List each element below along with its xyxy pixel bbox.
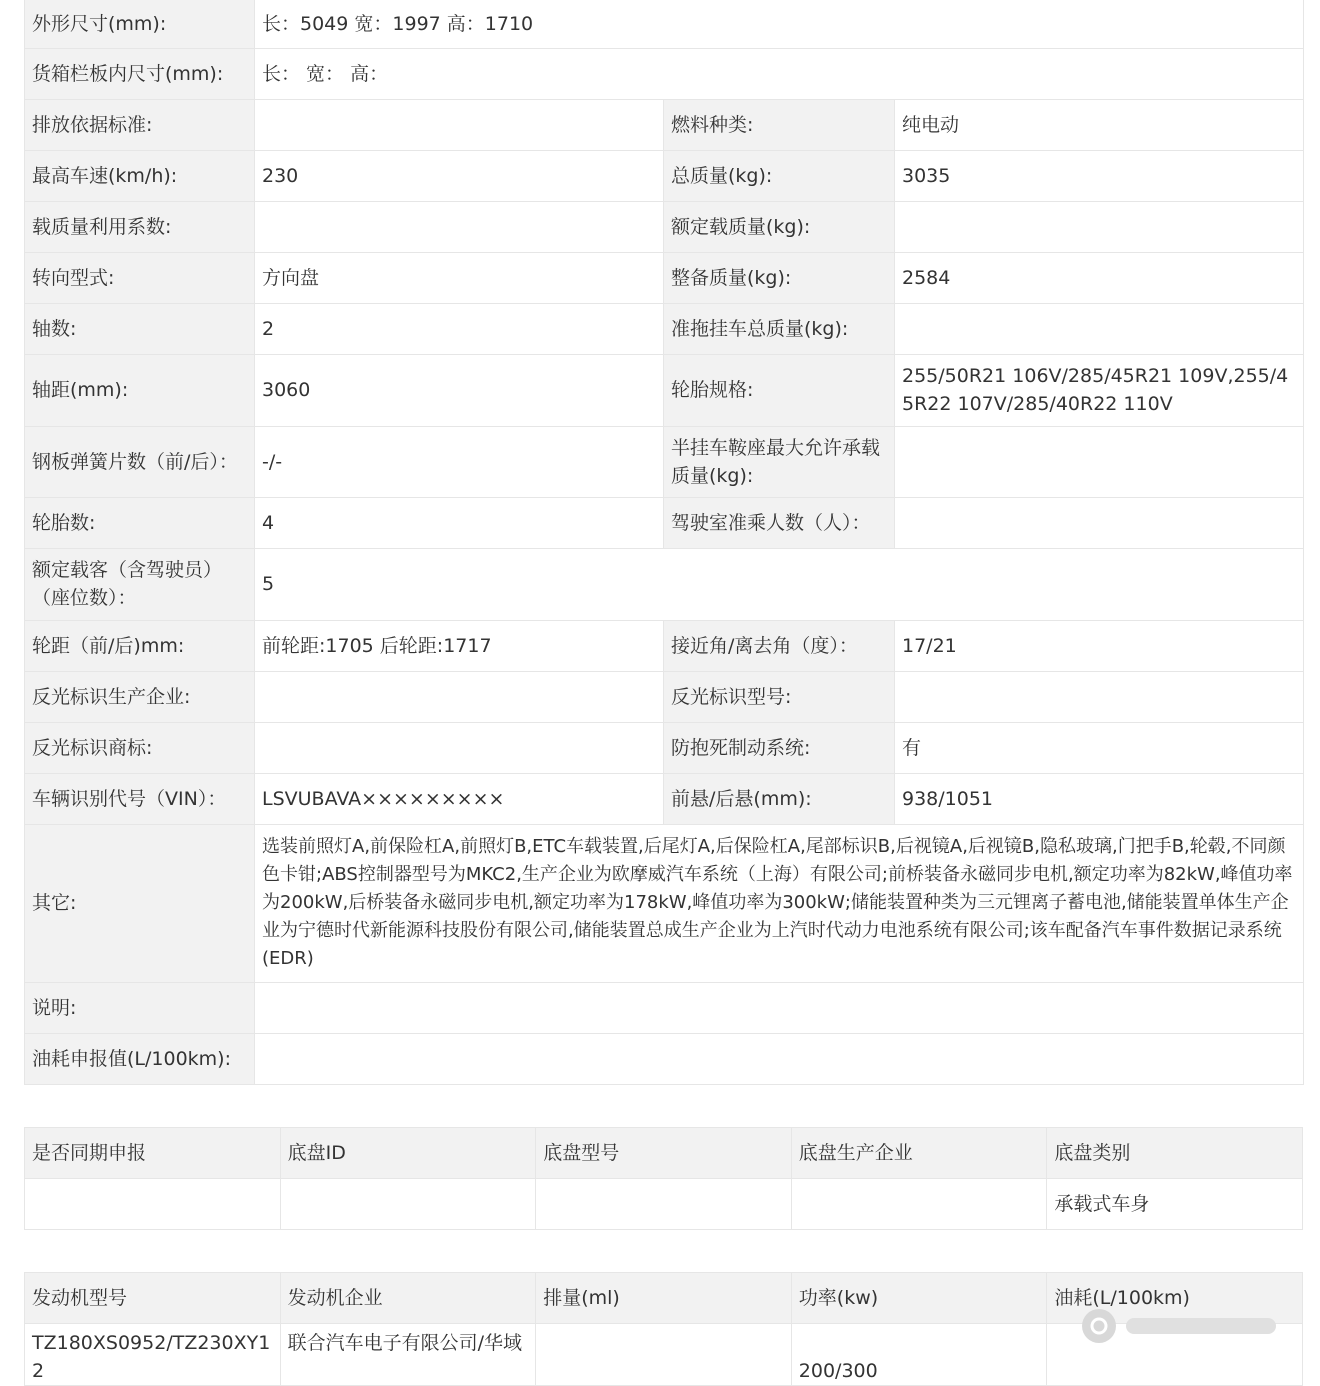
total-mass-label: 总质量(kg): xyxy=(664,150,895,201)
table-row xyxy=(25,252,1304,303)
track-value: 前轮距:1705 后轮距:1717 xyxy=(255,620,664,671)
total-mass-value: 3035 xyxy=(895,150,1304,201)
load-util-value xyxy=(255,201,664,252)
reflector-maker-value xyxy=(255,671,664,722)
emission-label: 排放依据标准: xyxy=(25,99,255,150)
chassis-model-value xyxy=(536,1179,792,1230)
rated-load-value xyxy=(895,201,1304,252)
table-row xyxy=(25,497,1304,548)
chassis-header-maker: 底盘生产企业 xyxy=(791,1128,1047,1179)
note-value xyxy=(255,982,1304,1033)
chassis-type-value: 承载式车身 xyxy=(1047,1179,1303,1230)
table-row xyxy=(25,824,1304,982)
engine-header-maker: 发动机企业 xyxy=(280,1273,536,1324)
abs-value: 有 xyxy=(895,722,1304,773)
engine-header-displacement: 排量(ml) xyxy=(536,1273,792,1324)
wheelbase-label: 轴距(mm): xyxy=(25,354,255,426)
table-row xyxy=(25,548,1304,620)
fuel-consumption-value xyxy=(255,1033,1304,1084)
semi-trailer-label: 半挂车鞍座最大允许承载质量(kg): xyxy=(664,426,895,497)
table-row xyxy=(25,982,1304,1033)
overhang-label: 前悬/后悬(mm): xyxy=(664,773,895,824)
leaf-spring-value: -/- xyxy=(255,426,664,497)
abs-label: 防抱死制动系统: xyxy=(664,722,895,773)
steering-value: 方向盘 xyxy=(255,252,664,303)
other-label: 其它: xyxy=(25,824,255,982)
passengers-value: 5 xyxy=(255,548,1304,620)
reflector-brand-label: 反光标识商标: xyxy=(25,722,255,773)
watermark-bar xyxy=(1126,1318,1276,1334)
table-row xyxy=(25,426,1304,497)
watermark xyxy=(1082,1303,1310,1349)
note-label: 说明: xyxy=(25,982,255,1033)
chassis-concurrent-value xyxy=(25,1179,281,1230)
table-row xyxy=(25,671,1304,722)
table-row xyxy=(25,201,1304,252)
engine-header-fuel: 油耗(L/100km) xyxy=(1047,1273,1303,1324)
chassis-table xyxy=(24,1127,1303,1230)
tires-value: 4 xyxy=(255,497,664,548)
table-row xyxy=(25,48,1304,99)
watermark-logo-icon xyxy=(1082,1309,1116,1343)
cargo-value: 长： 宽： 高： xyxy=(255,48,1304,99)
table-row xyxy=(25,150,1304,201)
angle-label: 接近角/离去角（度）： xyxy=(664,620,895,671)
steering-label: 转向型式: xyxy=(25,252,255,303)
angle-value: 17/21 xyxy=(895,620,1304,671)
engine-header-power: 功率(kw) xyxy=(791,1273,1047,1324)
table-row xyxy=(25,1033,1304,1084)
speed-label: 最高车速(km/h): xyxy=(25,150,255,201)
table-header-row xyxy=(25,1128,1303,1179)
cab-seats-value xyxy=(895,497,1304,548)
reflector-brand-value xyxy=(255,722,664,773)
table-row xyxy=(25,0,1304,48)
rated-load-label: 额定载质量(kg): xyxy=(664,201,895,252)
vin-label: 车辆识别代号（VIN）： xyxy=(25,773,255,824)
fuel-label: 燃料种类: xyxy=(664,99,895,150)
chassis-header-concurrent: 是否同期申报 xyxy=(25,1128,281,1179)
fuel-value: 纯电动 xyxy=(895,99,1304,150)
tire-spec-label: 轮胎规格: xyxy=(664,354,895,426)
vin-value: LSVUBAVA××××××××× xyxy=(255,773,664,824)
table-row xyxy=(25,303,1304,354)
reflector-model-label: 反光标识型号: xyxy=(664,671,895,722)
dimensions-label: 外形尺寸(mm): xyxy=(25,0,255,48)
tires-label: 轮胎数: xyxy=(25,497,255,548)
chassis-id-value xyxy=(280,1179,536,1230)
axles-value: 2 xyxy=(255,303,664,354)
load-util-label: 载质量利用系数: xyxy=(25,201,255,252)
track-label: 轮距（前/后)mm: xyxy=(25,620,255,671)
engine-displacement-value xyxy=(536,1324,792,1386)
overhang-value: 938/1051 xyxy=(895,773,1304,824)
engine-maker-value: 联合汽车电子有限公司/华域 xyxy=(280,1324,536,1386)
semi-trailer-value xyxy=(895,426,1304,497)
table-row xyxy=(25,620,1304,671)
emission-value xyxy=(255,99,664,150)
trailer-mass-value xyxy=(895,303,1304,354)
engine-model-value: TZ180XS0952/TZ230XY12 xyxy=(25,1324,281,1386)
speed-value: 230 xyxy=(255,150,664,201)
table-row xyxy=(25,354,1304,426)
table-row xyxy=(25,722,1304,773)
table-row xyxy=(25,773,1304,824)
table-row xyxy=(25,99,1304,150)
cab-seats-label: 驾驶室准乘人数（人）： xyxy=(664,497,895,548)
curb-mass-label: 整备质量(kg): xyxy=(664,252,895,303)
axles-label: 轴数: xyxy=(25,303,255,354)
leaf-spring-label: 钢板弹簧片数（前/后）： xyxy=(25,426,255,497)
engine-header-model: 发动机型号 xyxy=(25,1273,281,1324)
table-row xyxy=(25,1179,1303,1230)
other-value: 选装前照灯A,前保险杠A,前照灯B,ETC车载装置,后尾灯A,后保险杠A,尾部标识B,后视镜A,后视镜B,隐私玻璃,门把手B,轮毂,不同颜色卡钳;ABS控制器型号为MKC2,生产企业为欧摩威汽车系统（上海）有限公司;前桥装备永磁同步电机,额定功率为82kW,峰值功率为200kW,后桥装备永磁同步电机,额定功率为178kW,峰值功率为300kW;储能装置种类为三元锂离子蓄电池,储能装置单体生产企业为宁德时代新能源科技股份有限公司,储能装置总成生产企业为上汽时代动力电池系统有限公司;该车配备汽车事件数据记录系统(EDR) xyxy=(255,824,1304,982)
trailer-mass-label: 准拖挂车总质量(kg): xyxy=(664,303,895,354)
dimensions-value: 长：5049 宽：1997 高：1710 xyxy=(255,0,1304,48)
curb-mass-value: 2584 xyxy=(895,252,1304,303)
fuel-consumption-label: 油耗申报值(L/100km): xyxy=(25,1033,255,1084)
reflector-model-value xyxy=(895,671,1304,722)
engine-power-value: 200/300 xyxy=(791,1324,1047,1386)
wheelbase-value: 3060 xyxy=(255,354,664,426)
reflector-maker-label: 反光标识生产企业: xyxy=(25,671,255,722)
tire-spec-value: 255/50R21 106V/285/45R21 109V,255/45R22 107V/285/40R22 110V xyxy=(895,354,1304,426)
passengers-label: 额定载客（含驾驶员）（座位数）： xyxy=(25,548,255,620)
cargo-label: 货箱栏板内尺寸(mm): xyxy=(25,48,255,99)
chassis-header-type: 底盘类别 xyxy=(1047,1128,1303,1179)
chassis-header-id: 底盘ID xyxy=(280,1128,536,1179)
chassis-maker-value xyxy=(791,1179,1047,1230)
chassis-header-model: 底盘型号 xyxy=(536,1128,792,1179)
spec-table xyxy=(24,0,1304,1085)
